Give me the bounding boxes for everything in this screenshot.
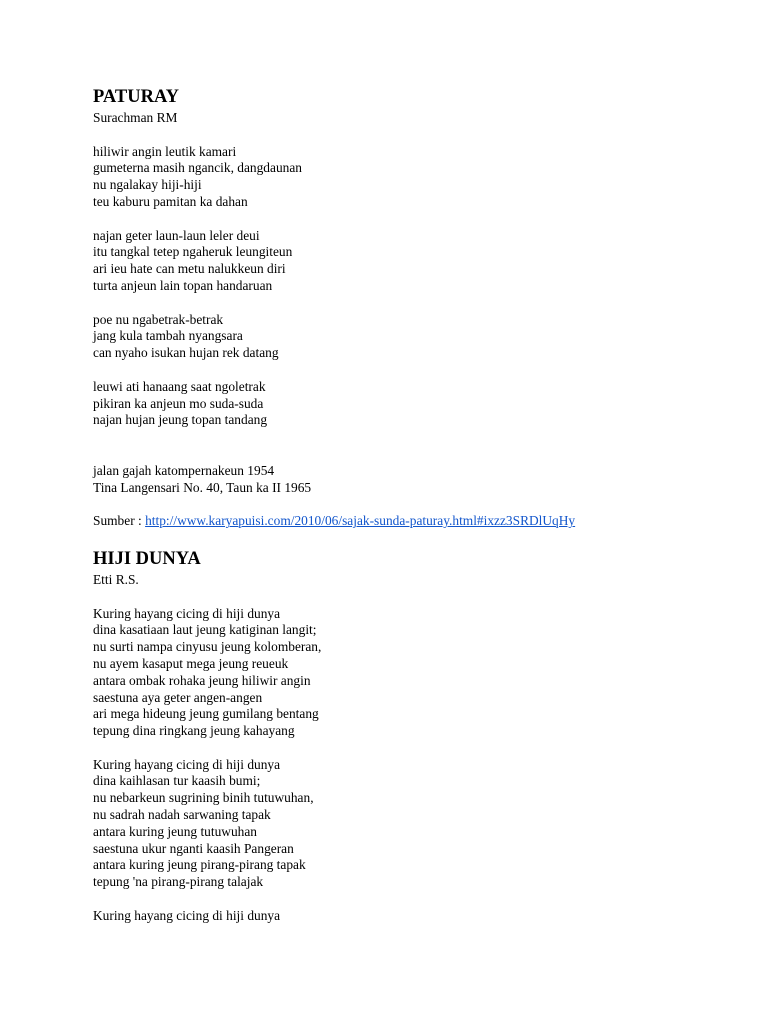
- poem-line: antara kuring jeung tutuwuhan: [93, 823, 257, 839]
- poem-line: saestuna aya geter angen-angen: [93, 689, 263, 705]
- poem-line: pikiran ka anjeun mo suda-suda: [93, 395, 264, 411]
- stanza-3: [93, 908, 733, 925]
- poem-line: dina kaihlasan tur kaasih bumi;: [93, 773, 261, 789]
- poem-line: nu surti nampa cinyusu jeung kolomberan,: [93, 639, 322, 655]
- poem-line: hiliwir angin leutik kamari: [93, 143, 237, 159]
- poem-note: jalan gajah katompernakeun 1954: [93, 462, 275, 478]
- poem-line: nu ngalakay hiji-hiji: [93, 177, 202, 193]
- poem-note: Tina Langensari No. 40, Taun ka II 1965: [93, 479, 312, 495]
- poem-author: Etti R.S.: [93, 571, 139, 587]
- stanza-1: [93, 606, 733, 740]
- poem-line: nu sadrah nadah sarwaning tapak: [93, 807, 271, 823]
- stanza-3: [93, 312, 733, 362]
- poem-line: leuwi ati hanaang saat ngoletrak: [93, 378, 266, 394]
- poem-line: tepung dina ringkang jeung kahayang: [93, 723, 295, 739]
- poem-line: jang kula tambah nyangsara: [93, 328, 243, 344]
- stanza-4: [93, 379, 733, 429]
- poem-title-paturay: PATURAY: [93, 87, 179, 107]
- poem-line: ari mega hideung jeung gumilang bentang: [93, 706, 319, 722]
- poem-line: antara ombak rohaka jeung hiliwir angin: [93, 672, 311, 688]
- poem-line: itu tangkal tetep ngaheruk leungiteun: [93, 244, 293, 260]
- poem-line: can nyaho isukan hujan rek datang: [93, 345, 279, 361]
- poem-line: dina kasatiaan laut jeung katiginan langit;: [93, 622, 317, 638]
- source-line: [93, 513, 733, 530]
- poem-notes: [93, 463, 733, 497]
- poem-line: poe nu ngabetrak-betrak: [93, 311, 224, 327]
- poem-line: najan hujan jeung topan tandang: [93, 412, 268, 428]
- poem-line: nu ayem kasaput mega jeung reueuk: [93, 655, 289, 671]
- poem-title-hiji-dunya: HIJI DUNYA: [93, 548, 201, 569]
- document-page: [93, 85, 733, 925]
- poem-author: Surachman RM: [93, 110, 178, 125]
- poem-line: teu kaburu pamitan ka dahan: [93, 193, 248, 209]
- stanza-2: [93, 757, 733, 891]
- stanza-2: [93, 228, 733, 295]
- poem-line: Kuring hayang cicing di hiji dunya: [93, 605, 281, 621]
- poem-line: nu nebarkeun sugrining binih tutuwuhan,: [93, 790, 314, 806]
- poem-line: tepung 'na pirang-pirang talajak: [93, 874, 264, 890]
- poem-line: antara kuring jeung pirang-pirang tapak: [93, 857, 306, 873]
- source-link[interactable]: http://www.karyapuisi.com/2010/06/sajak-sunda-paturay.html#ixzz3SRDlUqHy: [145, 513, 576, 529]
- source-label: Sumber :: [93, 513, 146, 529]
- poem-line: Kuring hayang cicing di hiji dunya: [93, 907, 281, 923]
- poem-line: turta anjeun lain topan handaruan: [93, 277, 273, 293]
- poem-line: Kuring hayang cicing di hiji dunya: [93, 756, 281, 772]
- poem-line: ari ieu hate can metu nalukkeun diri: [93, 261, 286, 277]
- stanza-1: [93, 144, 733, 211]
- poem-line: gumeterna masih ngancik, dangdaunan: [93, 160, 302, 176]
- poem-line: saestuna ukur nganti kaasih Pangeran: [93, 840, 294, 856]
- poem-line: najan geter laun-laun leler deui: [93, 227, 260, 243]
